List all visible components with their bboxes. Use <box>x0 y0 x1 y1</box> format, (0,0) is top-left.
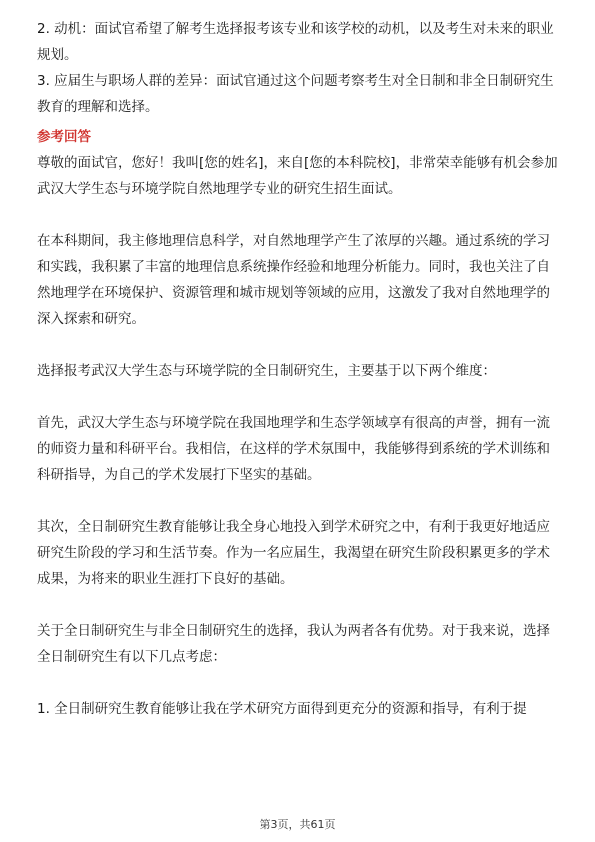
paragraph-reason-intro: 选择报考武汉大学生态与环境学院的全日制研究生，主要基于以下两个维度： <box>37 363 496 379</box>
point-fresh-graduate-difference: 3. 应届生与职场人群的差异：面试官通过这个问题考察考生对全日制和非全日制研究生教育的理解和选择。 <box>37 73 554 115</box>
paragraph-first-reason: 首先，武汉大学生态与环境学院在我国地理学和生态学领域享有很高的声誉，拥有一流的师资力量和科研平台。我相信，在这样的学术氛围中，我能够得到系统的学术训练和科研指导，为自己的学术发展打下坚实的基础。 <box>37 415 550 483</box>
document-body <box>37 16 559 722</box>
paragraph-consideration-1: 1. 全日制研究生教育能够让我在学术研究方面得到更充分的资源和指导，有利于提 <box>37 701 527 717</box>
paragraph-greeting: 尊敬的面试官，您好！我叫[您的姓名]，来自[您的本科院校]，非常荣幸能够有机会参加武汉大学生态与环境学院自然地理学专业的研究生招生面试。 <box>37 155 558 197</box>
page-footer: 第3页，共61页 <box>259 818 336 831</box>
point-motivation: 2. 动机：面试官希望了解考生选择报考该专业和该学校的动机，以及考生对未来的职业规划。 <box>37 21 554 63</box>
paragraph-undergraduate: 在本科期间，我主修地理信息科学，对自然地理学产生了浓厚的兴趣。通过系统的学习和实践，我积累了丰富的地理信息系统操作经验和地理分析能力。同时，我也关注了自然地理学在环境保护、资源管理和城市规划等领域的应用，这激发了我对自然地理学的深入探索和研究。 <box>37 233 550 327</box>
answer-heading: 参考回答 <box>37 129 91 145</box>
paragraph-second-reason: 其次，全日制研究生教育能够让我全身心地投入到学术研究之中，有利于我更好地适应研究生阶段的学习和生活节奏。作为一名应届生，我渴望在研究生阶段积累更多的学术成果，为将来的职业生涯打下良好的基础。 <box>37 519 550 587</box>
paragraph-fulltime-choice: 关于全日制研究生与非全日制研究生的选择，我认为两者各有优势。对于我来说，选择全日制研究生有以下几点考虑： <box>37 623 550 665</box>
